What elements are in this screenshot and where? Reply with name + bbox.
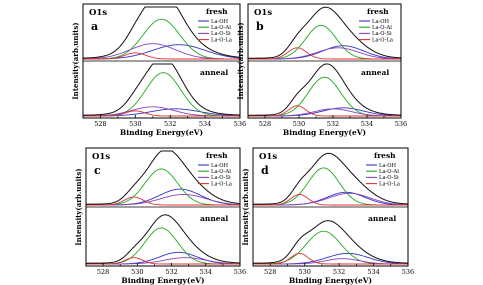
state-label: fresh	[374, 151, 396, 160]
core-level-label: O1s	[259, 152, 278, 162]
state-label: fresh	[367, 7, 389, 16]
peak-la-o-al	[253, 231, 408, 264]
panel-letter: d	[261, 164, 269, 177]
x-tick-label: 532	[326, 120, 340, 128]
x-tick-label: 528	[264, 268, 277, 276]
panel-d	[241, 148, 414, 285]
panel-c	[74, 148, 246, 285]
subplot-anneal	[248, 64, 401, 116]
panel-letter: a	[91, 20, 99, 33]
legend-label: La-O-Si	[372, 31, 392, 38]
legend-label: La-OH	[211, 162, 229, 169]
x-tick-label: 532	[165, 268, 178, 276]
x-tick-label: 528	[96, 268, 110, 276]
x-tick-label: 534	[360, 120, 374, 128]
legend-label: La-OH	[211, 18, 229, 25]
core-level-label: O1s	[254, 8, 273, 18]
legend-label: La-O-Al	[379, 169, 399, 175]
legend-label: La-OH	[372, 18, 390, 25]
x-tick-label: 536	[401, 268, 415, 276]
legend-label: La-O-Al	[211, 169, 231, 175]
core-level-label: O1s	[89, 8, 108, 18]
peak-la-o-al	[86, 228, 240, 264]
legend-label: La-O-La	[379, 181, 401, 188]
subplot-anneal	[83, 64, 240, 116]
legend-label: La-O-Si	[379, 175, 399, 182]
panel-b	[233, 4, 408, 137]
x-tick-label: 528	[258, 120, 272, 128]
x-tick-label: 528	[94, 120, 107, 128]
panel-letter: b	[256, 20, 264, 33]
x-tick-label: 530	[129, 120, 142, 128]
x-tick-label: 534	[198, 120, 212, 128]
x-tick-label: 536	[233, 268, 247, 276]
x-tick-label: 530	[298, 268, 311, 276]
x-tick-label: 536	[394, 120, 408, 128]
subplot-anneal	[253, 214, 408, 264]
y-axis-label: Intensity(arb.units)	[71, 22, 80, 100]
panel-letter: c	[94, 164, 101, 177]
state-label: fresh	[206, 7, 228, 16]
y-axis-label: Intensity(arb.units)	[236, 22, 245, 100]
legend-label: La-O-Si	[211, 31, 231, 38]
state-label: anneal	[361, 68, 390, 77]
peak-la-o-si	[83, 44, 240, 59]
legend-label: La-O-Si	[211, 175, 231, 182]
legend-label: La-OH	[379, 162, 397, 169]
x-tick-label: 530	[292, 120, 306, 128]
x-tick-label: 530	[131, 268, 144, 276]
legend-label: La-O-La	[372, 37, 394, 44]
x-tick-label: 536	[233, 120, 247, 128]
x-tick-label: 532	[164, 120, 177, 128]
x-axis-label: Binding Energy(eV)	[282, 128, 367, 137]
y-axis-label: Intensity(arb.units)	[74, 168, 83, 246]
state-label: anneal	[200, 68, 229, 77]
legend-label: La-O-La	[211, 181, 233, 188]
legend-label: La-O-Al	[211, 25, 231, 31]
legend-label: La-O-La	[211, 37, 233, 44]
legend-label: La-O-Al	[372, 25, 392, 31]
x-tick-label: 534	[199, 268, 212, 276]
x-axis-label: Binding Energy(eV)	[288, 276, 373, 285]
x-tick-label: 534	[367, 268, 380, 276]
core-level-label: O1s	[92, 152, 111, 162]
state-label: anneal	[368, 214, 397, 223]
x-axis-label: Binding Energy(eV)	[121, 276, 205, 285]
state-label: fresh	[206, 151, 228, 160]
panel-a	[71, 4, 246, 137]
x-axis-label: Binding Energy(eV)	[119, 128, 204, 137]
x-tick-label: 532	[332, 268, 346, 276]
y-axis-label: Intensity(arb.units)	[241, 168, 250, 246]
state-label: anneal	[200, 214, 229, 223]
subplot-anneal	[86, 214, 240, 264]
